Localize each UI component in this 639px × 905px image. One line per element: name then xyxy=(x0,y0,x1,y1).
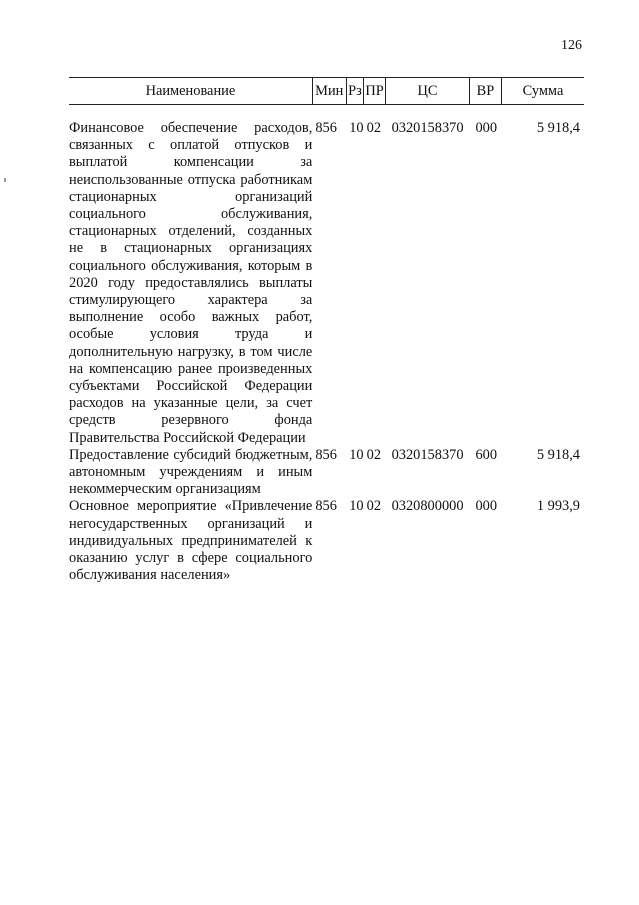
row-pr: 02 xyxy=(366,498,382,515)
header-name: Наименование xyxy=(69,78,312,105)
row-rz: 10 xyxy=(349,498,364,515)
row-cs: 0320158370 xyxy=(391,446,464,463)
row-min: 856 xyxy=(315,120,337,136)
row-min: 856 xyxy=(315,498,337,515)
table-row xyxy=(69,120,584,447)
row-vr: 600 xyxy=(475,446,498,463)
row-cs: 0320158370 xyxy=(391,120,464,136)
header-pr: ПР xyxy=(364,78,386,105)
row-vr: 000 xyxy=(475,120,498,136)
page-number: 126 xyxy=(561,38,582,53)
row-cs: 0320800000 xyxy=(391,498,464,515)
budget-table xyxy=(69,77,584,584)
table-header xyxy=(69,78,584,105)
header-sum: Сумма xyxy=(501,78,584,105)
row-name: Основное мероприятие «Привлечение негосударственных организаций и индивидуальных предпринимателей к оказанию услуг в сфере социального обслуживания населения» xyxy=(69,498,313,584)
row-pr: 02 xyxy=(366,446,382,463)
header-cs: ЦС xyxy=(386,78,470,105)
row-rz: 10 xyxy=(349,446,364,463)
header-min: Мин xyxy=(312,78,346,105)
row-sum: 5 918,4 xyxy=(536,446,580,463)
table-row xyxy=(69,447,584,499)
header-vr: ВР xyxy=(469,78,501,105)
row-pr: 02 xyxy=(366,120,382,136)
row-sum: 1 993,9 xyxy=(536,498,580,515)
row-rz: 10 xyxy=(349,120,364,136)
row-name: Финансовое обеспечение расходов, связанных с оплатой отпусков и выплатой компенсации за неиспользованные отпуска работникам стационарных организаций социального обслуживания, стационарных отделений, созданных не в стационарных организациях социального обслуживания, которым в 2020 году предоставлялись выплаты стимулирующего характера за выполнение особо важных работ, особые условия труда и дополнительную нагрузку, в том числе на компенсацию ранее произведенных субъектами Российской Федерации расходов на указанные цели, за счет средств резервного фонда Правительства Российской Федерации xyxy=(69,120,313,446)
row-vr: 000 xyxy=(475,498,498,515)
table-row xyxy=(69,498,584,584)
row-sum: 5 918,4 xyxy=(536,120,580,136)
row-name: Предоставление субсидий бюджетным, автономным учреждениям и иным некоммерческим организациям xyxy=(69,446,313,498)
margin-mark xyxy=(4,178,6,182)
header-rz: Рз xyxy=(346,78,363,105)
row-min: 856 xyxy=(315,446,337,463)
